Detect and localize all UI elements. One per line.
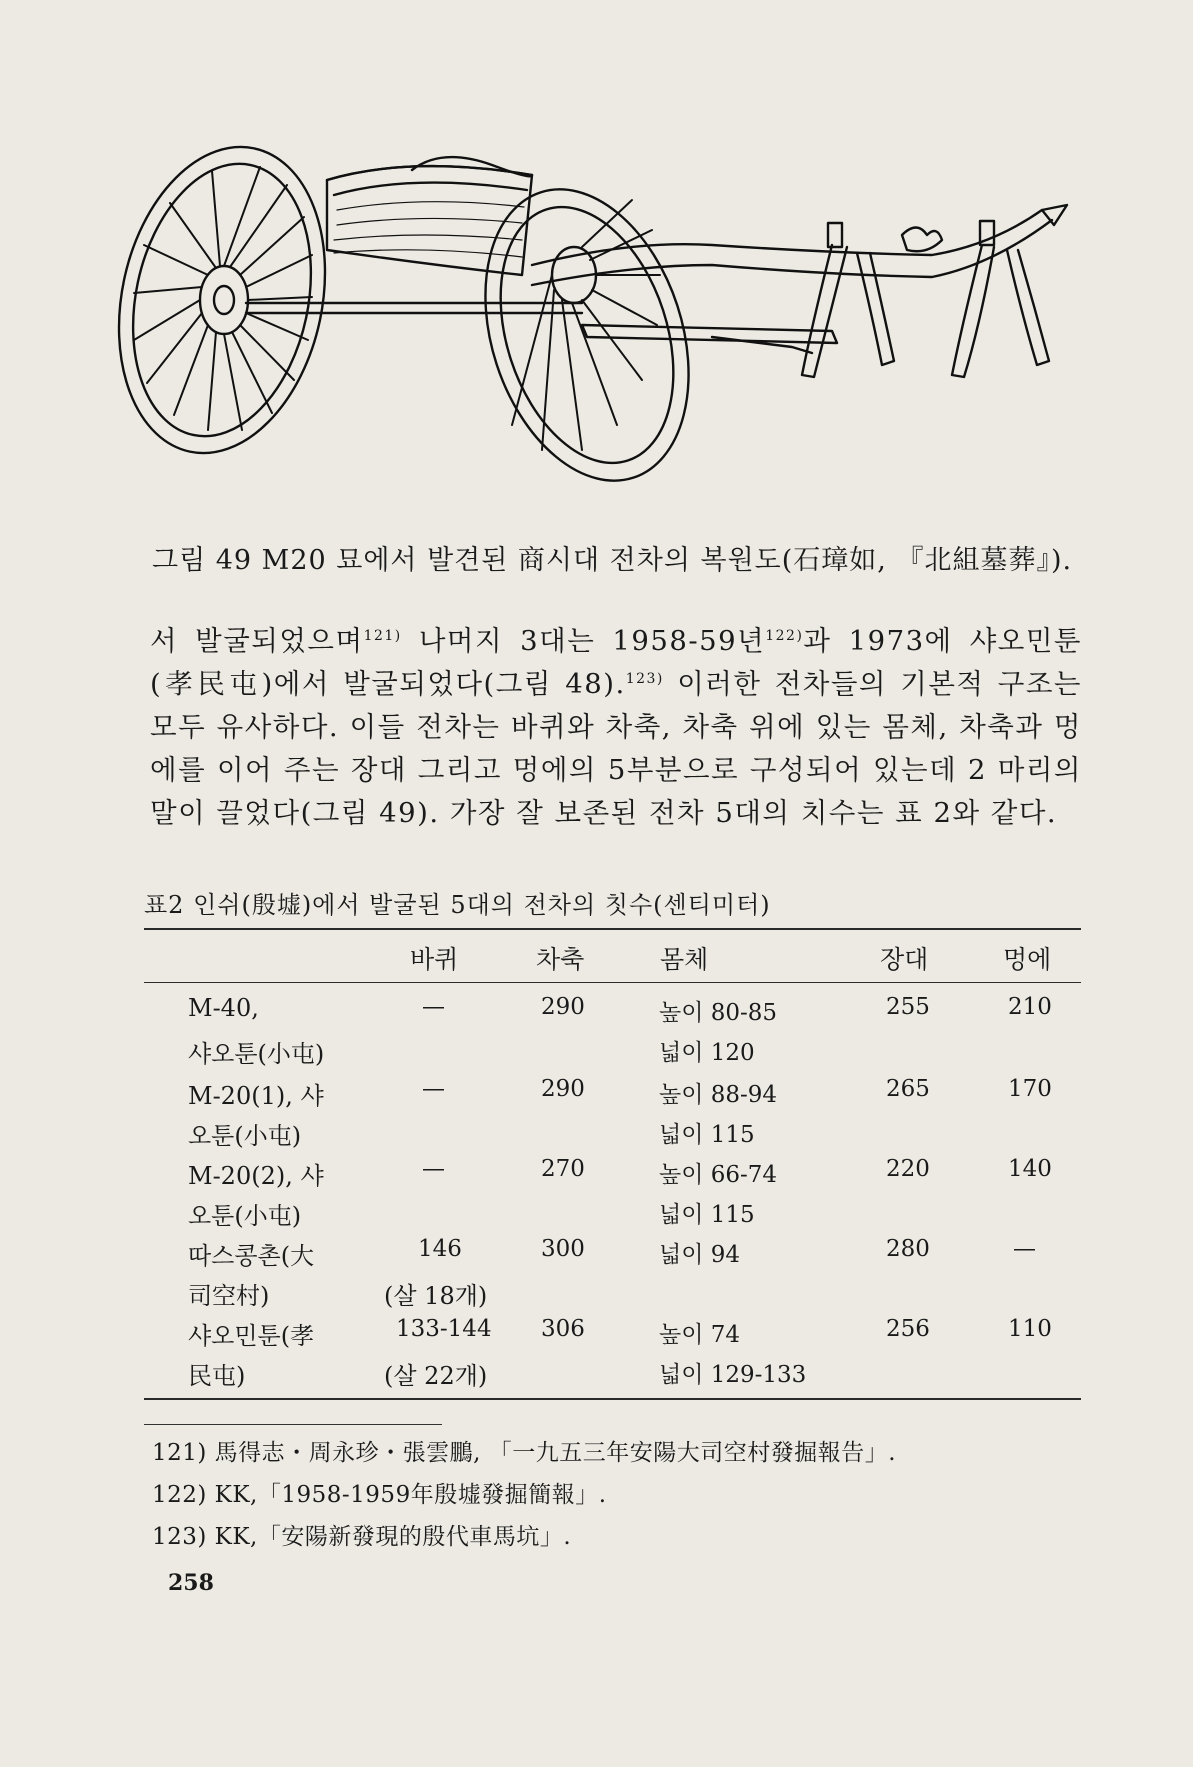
paragraph-text: 과 1973에 샤오민툰(孝民屯)에서 발굴되었다(그림 48). bbox=[150, 625, 1082, 700]
table-cell-pole: 280 bbox=[886, 1236, 930, 1262]
table-cell-yoke: — bbox=[1013, 1236, 1036, 1262]
table-cell-wheel: — bbox=[422, 1076, 445, 1102]
table-cell-wheel: — bbox=[422, 994, 445, 1020]
footnote-123: 123) KK,「安陽新發現的殷代車馬坑」. bbox=[152, 1524, 572, 1550]
paragraph-text: 서 발굴되었으며 bbox=[150, 625, 364, 657]
table-title: 표2 인쉬(殷墟)에서 발굴된 5대의 전차의 칫수(센티미터) bbox=[144, 891, 771, 919]
footnote-ref-121: 121) bbox=[363, 627, 402, 644]
table-cell-wheel: (살 18개) bbox=[384, 1282, 488, 1310]
table-cell-name: M-20(2), 샤 bbox=[188, 1162, 324, 1190]
table-cell-name: 오툰(小屯) bbox=[188, 1202, 302, 1230]
table-cell-body: 넓이 115 bbox=[659, 1122, 755, 1148]
table-cell-body: 넓이 129-133 bbox=[659, 1362, 807, 1388]
table-cell-axle: 290 bbox=[541, 1076, 585, 1102]
table-cell-body: 높이 66-74 bbox=[659, 1162, 778, 1188]
paragraph-text: 이러한 전차들의 기본적 구조는 모두 유사하다. 이들 전차는 바퀴와 차축, 차축 위에 있는 몸체, 차축과 멍에를 이어 주는 장대 그리고 멍에의 5부분으로 구성되어 있는데 2 마리의 말이 끌었다(그림 49). 가장 잘 보존된 전차 5대의 치수는 표 2와 같다. bbox=[150, 668, 1082, 829]
table-cell-name: M-40, bbox=[188, 994, 259, 1022]
footnote-ref-122: 122) bbox=[765, 627, 804, 644]
table-cell-pole: 220 bbox=[886, 1156, 930, 1182]
table-cell-wheel: — bbox=[422, 1156, 445, 1182]
table-cell-name: 샤오툰(小屯) bbox=[188, 1040, 325, 1068]
table-cell-name: 따스콩촌(大 bbox=[188, 1242, 315, 1270]
table-cell-body: 넓이 94 bbox=[659, 1242, 741, 1268]
header-pole: 장대 bbox=[880, 945, 929, 974]
table-cell-yoke: 140 bbox=[1008, 1156, 1052, 1182]
table-cell-yoke: 110 bbox=[1008, 1316, 1052, 1342]
header-wheel: 바퀴 bbox=[410, 945, 459, 974]
paragraph-text: 나머지 3대는 1958-59년 bbox=[401, 625, 766, 657]
table-cell-axle: 306 bbox=[541, 1316, 585, 1342]
footnote-122: 122) KK,「1958-1959年殷墟發掘簡報」. bbox=[152, 1482, 607, 1508]
table-cell-name: 司空村) bbox=[188, 1282, 270, 1310]
page-number: 258 bbox=[168, 1570, 214, 1596]
table-cell-wheel: 146 bbox=[418, 1236, 462, 1262]
table-cell-body: 넓이 120 bbox=[659, 1040, 755, 1066]
table-cell-name: M-20(1), 샤 bbox=[188, 1082, 324, 1110]
table-cell-pole: 265 bbox=[886, 1076, 930, 1102]
footnote-ref-123: 123) bbox=[625, 670, 664, 687]
table-cell-name: 民屯) bbox=[188, 1362, 246, 1390]
header-yoke: 멍에 bbox=[1003, 945, 1052, 974]
table-cell-wheel: 133-144 bbox=[396, 1316, 492, 1342]
footnote-divider bbox=[144, 1424, 442, 1425]
table-cell-axle: 270 bbox=[541, 1156, 585, 1182]
table-cell-body: 높이 80-85 bbox=[659, 1000, 778, 1026]
table-cell-wheel: (살 22개) bbox=[384, 1362, 488, 1390]
table-cell-yoke: 210 bbox=[1008, 994, 1052, 1020]
table-top-rule bbox=[144, 928, 1081, 930]
body-paragraph bbox=[150, 620, 1082, 835]
table-cell-body: 높이 74 bbox=[659, 1322, 741, 1348]
table-cell-body: 넓이 115 bbox=[659, 1202, 755, 1228]
table-bottom-rule bbox=[144, 1398, 1081, 1400]
footnote-121: 121) 馬得志・周永珍・張雲鵬, 「一九五三年安陽大司空村發掘報告」. bbox=[152, 1440, 897, 1466]
table-cell-pole: 255 bbox=[886, 994, 930, 1020]
header-axle: 차축 bbox=[536, 945, 585, 974]
table-cell-axle: 290 bbox=[541, 994, 585, 1020]
table-cell-name: 샤오민툰(孝 bbox=[188, 1322, 315, 1350]
header-body: 몸체 bbox=[660, 945, 709, 974]
table-header-rule bbox=[144, 982, 1081, 983]
figure-caption: 그림 49 M20 묘에서 발견된 商시대 전차의 복원도(石璋如, 『北組墓葬』). bbox=[152, 545, 1073, 576]
table-cell-body: 높이 88-94 bbox=[659, 1082, 778, 1108]
table-cell-yoke: 170 bbox=[1008, 1076, 1052, 1102]
table-cell-axle: 300 bbox=[541, 1236, 585, 1262]
table-cell-pole: 256 bbox=[886, 1316, 930, 1342]
chariot-illustration bbox=[112, 125, 1092, 525]
table-cell-name: 오툰(小屯) bbox=[188, 1122, 302, 1150]
